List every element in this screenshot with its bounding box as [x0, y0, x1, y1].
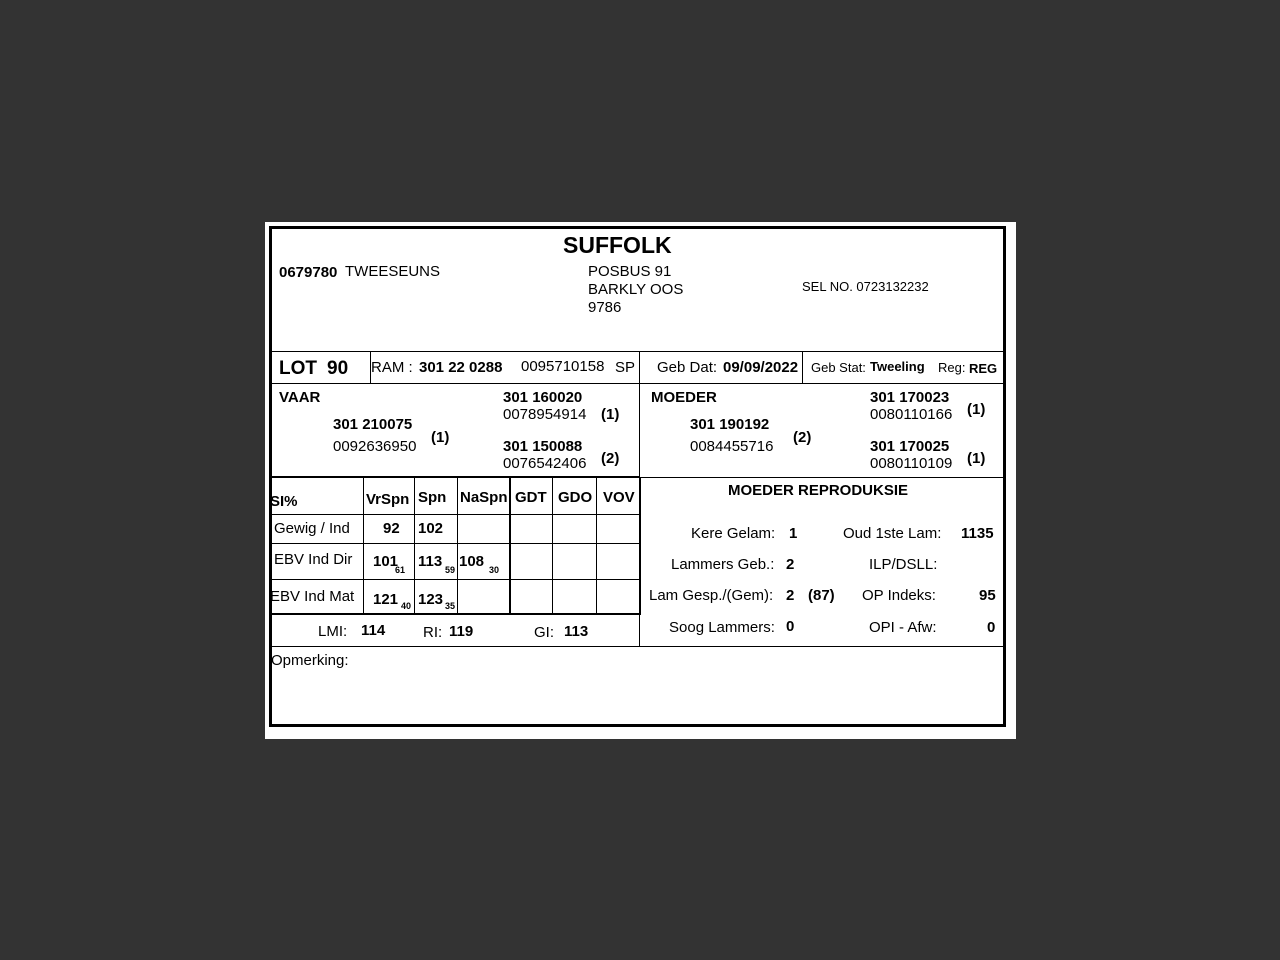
divider: [639, 351, 640, 383]
divider: [270, 351, 1003, 352]
gi-label: GI:: [534, 624, 555, 641]
naspn-header: NaSpn: [460, 489, 508, 506]
sire-dam-code: (2): [601, 450, 620, 467]
sire-sire-id: 301 160020: [503, 389, 583, 406]
cell-value: 101: [373, 553, 399, 570]
cell-subscript: 59: [445, 565, 456, 575]
lammers-value: 2: [786, 556, 795, 573]
lmi-label: LMI:: [318, 623, 348, 640]
gdo-header: GDO: [558, 489, 593, 506]
gi-value: 113: [564, 623, 589, 640]
opi-value: 0: [987, 619, 996, 636]
cell-subscript: 30: [489, 565, 500, 575]
reg-label: Reg:: [938, 360, 966, 375]
remarks-label: Opmerking:: [271, 652, 349, 669]
ilp-label: ILP/DSLL:: [869, 556, 938, 573]
sire-sire-code: (1): [601, 406, 620, 423]
cell-value: 123: [418, 591, 444, 608]
reproduction-title: MOEDER REPRODUKSIE: [728, 482, 909, 499]
divider: [270, 476, 640, 478]
divider: [270, 514, 640, 515]
sire-id: 301 210075: [333, 416, 413, 433]
op-label: OP Indeks:: [862, 587, 936, 604]
birth-date: 09/09/2022: [723, 359, 799, 376]
kere-value: 1: [789, 525, 798, 542]
cell-value: 113: [418, 553, 443, 570]
cell-subscript: 35: [445, 601, 456, 611]
breed-title: SUFFOLK: [563, 232, 672, 258]
divider: [509, 477, 511, 614]
birth-stat-label: Geb Stat:: [811, 360, 866, 375]
divider: [270, 613, 641, 615]
vov-header: VOV: [603, 489, 635, 506]
ri-label: RI:: [423, 624, 443, 641]
dam-sire-reg-number: 0080110166: [870, 406, 953, 423]
lot-label: LOT: [279, 358, 317, 379]
si-header: SI%: [270, 493, 298, 510]
owner-address-line1: POSBUS 91: [588, 263, 672, 280]
dam-label: MOEDER: [651, 389, 717, 406]
birth-date-label: Geb Dat:: [657, 359, 718, 376]
cell-subscript: 61: [395, 565, 406, 575]
gem-value: (87): [808, 587, 835, 604]
divider: [639, 383, 640, 477]
lammers-label: Lammers Geb.:: [671, 556, 775, 573]
ram-id: 301 22 0288: [419, 359, 503, 376]
divider: [363, 477, 364, 613]
divider: [457, 477, 458, 613]
sire-label: VAAR: [279, 389, 321, 406]
reg-status: REG: [969, 361, 998, 376]
gesp-value: 2: [786, 587, 795, 604]
dam-dam-reg-number: 0080110109: [870, 455, 953, 472]
divider: [270, 646, 1003, 647]
ri-value: 119: [449, 623, 474, 640]
dam-id: 301 190192: [690, 416, 770, 433]
sire-dam-id: 301 150088: [503, 438, 583, 455]
owner-cell-number: SEL NO. 0723132232: [802, 279, 929, 294]
divider: [639, 477, 641, 614]
row-label: EBV Ind Dir: [274, 551, 353, 568]
lot-number: 90: [327, 358, 349, 379]
row-label: EBV Ind Mat: [270, 588, 355, 605]
sire-code: (1): [431, 429, 450, 446]
vrspn-header: VrSpn: [366, 491, 410, 508]
ram-type: SP: [615, 359, 636, 376]
op-value: 95: [979, 587, 996, 604]
cell-value: 108: [459, 553, 485, 570]
opi-label: OPI - Afw:: [869, 619, 937, 636]
sire-reg-number: 0092636950: [333, 438, 417, 455]
owner-number: 0679780: [279, 264, 338, 281]
cell-value: 121: [373, 591, 399, 608]
dam-reg-number: 0084455716: [690, 438, 774, 455]
spn-header: Spn: [418, 489, 447, 506]
ram-reg-number: 0095710158: [521, 358, 605, 375]
oud-label: Oud 1ste Lam:: [843, 525, 942, 542]
divider: [639, 614, 640, 647]
divider: [270, 543, 640, 544]
gesp-label: Lam Gesp./(Gem):: [649, 587, 774, 604]
dam-sire-code: (1): [967, 401, 986, 418]
divider: [270, 383, 1003, 384]
birth-stat: Tweeling: [870, 359, 925, 374]
lmi-value: 114: [361, 622, 386, 639]
soog-value: 0: [786, 618, 795, 635]
owner-address-line2: BARKLY OOS: [588, 281, 684, 298]
row-label: Gewig / Ind: [274, 520, 350, 537]
divider: [552, 477, 553, 613]
lot-card: [265, 222, 1016, 739]
cell-value: 102: [418, 520, 444, 537]
sire-dam-reg-number: 0076542406: [503, 455, 587, 472]
kere-label: Kere Gelam:: [691, 525, 776, 542]
divider: [639, 477, 1003, 478]
divider: [596, 477, 597, 613]
dam-sire-id: 301 170023: [870, 389, 950, 406]
divider: [270, 579, 640, 580]
divider: [414, 477, 415, 613]
cell-value: 92: [383, 520, 400, 537]
sire-sire-reg-number: 0078954914: [503, 406, 587, 423]
dam-code: (2): [793, 429, 812, 446]
divider: [802, 351, 803, 383]
owner-postcode: 9786: [588, 299, 622, 316]
gdt-header: GDT: [515, 489, 547, 506]
owner-name: TWEESEUNS: [345, 263, 441, 280]
soog-label: Soog Lammers:: [669, 619, 775, 636]
cell-subscript: 40: [401, 601, 412, 611]
ram-label: RAM :: [371, 359, 413, 376]
oud-value: 1135: [961, 525, 994, 542]
dam-dam-code: (1): [967, 450, 986, 467]
dam-dam-id: 301 170025: [870, 438, 950, 455]
